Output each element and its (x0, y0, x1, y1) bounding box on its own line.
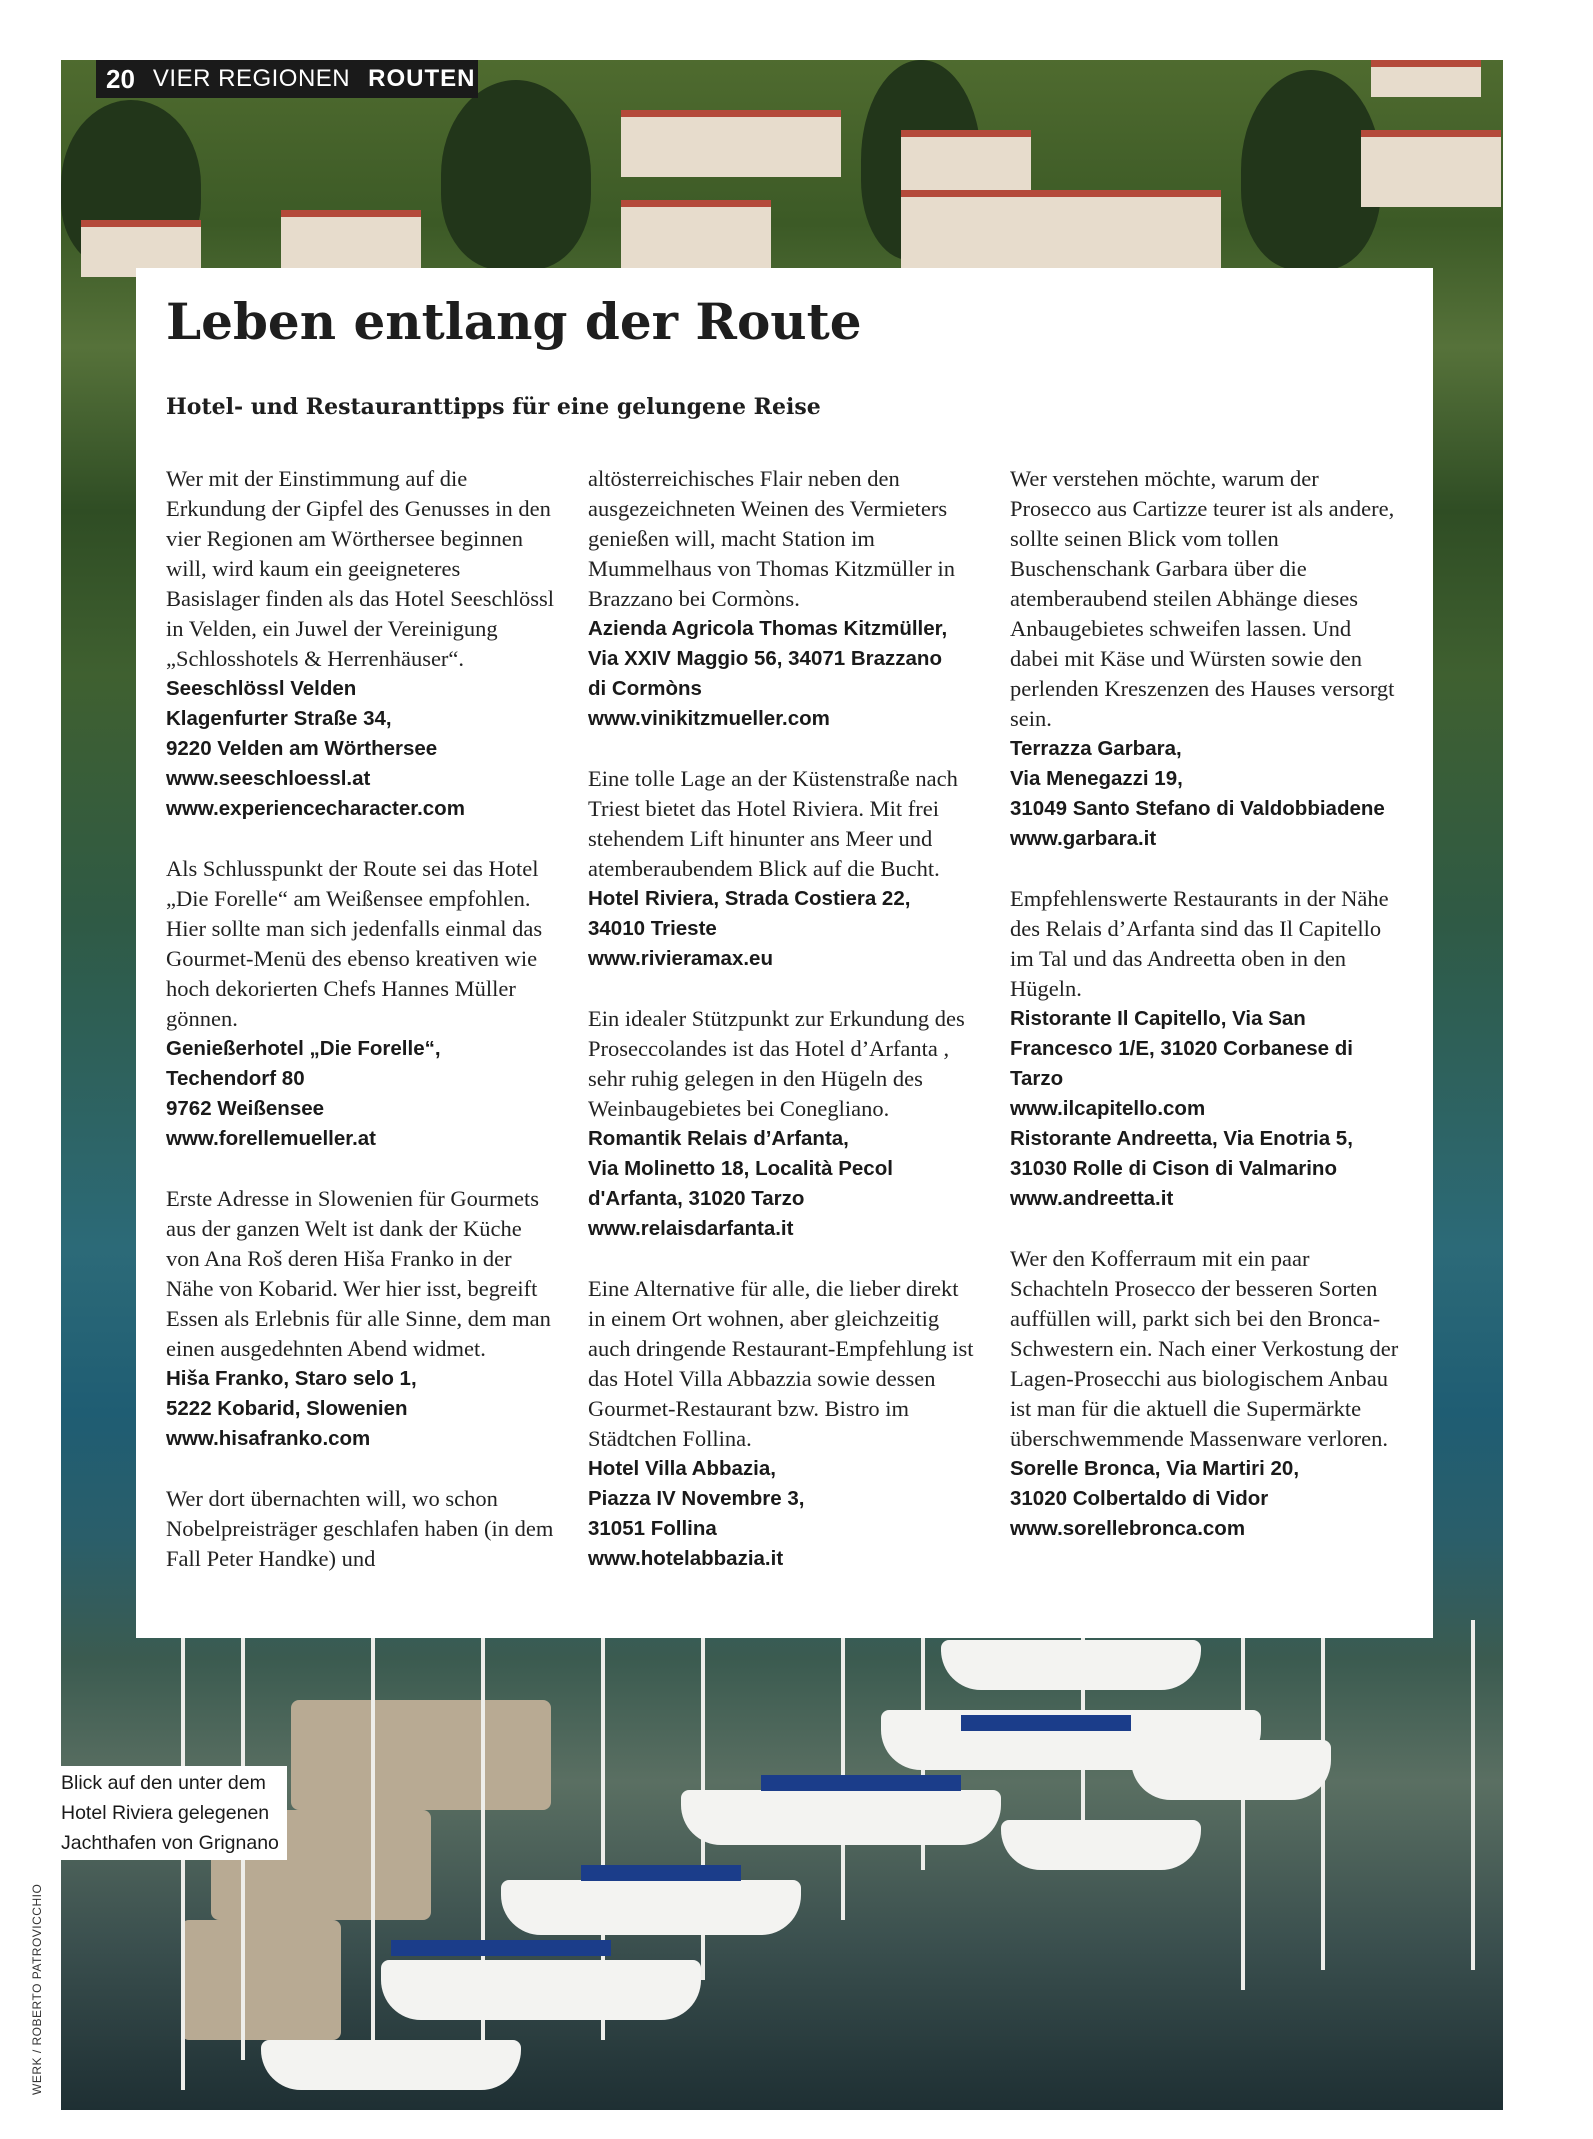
article-subtitle: Hotel- und Restauranttipps für eine gelungene Reise (166, 394, 821, 420)
entry-address-line: Hiša Franko, Staro selo 1, (166, 1367, 417, 1390)
article-title: Leben entlang der Route (166, 292, 862, 351)
entry-address-line: 5222 Kobarid, Slowenien (166, 1397, 408, 1420)
caption-line: Jachthafen von Grignano (61, 1832, 279, 1854)
entry-address-line: Terrazza Garbara, (1010, 737, 1182, 760)
column-1 (166, 464, 558, 1604)
entry-text: Als Schlusspunkt der Route sei das Hotel „Die Forelle“ am Weißensee empfohlen. Hier sollte man sich jedenfalls einmal das Gourmet-Menü des ebenso kreativen wie hoch dekorierten Chefs Hannes Müller gönnen. (166, 856, 543, 1031)
entry-address-line: Ristorante Andreetta, Via Enotria 5, (1010, 1127, 1353, 1150)
entry-seeschloessl (166, 464, 558, 824)
entry-text: Eine tolle Lage an der Küstenstraße nach Triest bietet das Hotel Riviera. Mit frei stehendem Lift hinunter ans Meer und atemberaubendem Blick auf die Bucht. (588, 766, 958, 881)
entry-address-line: 31049 Santo Stefano di Valdobbiadene (1010, 797, 1385, 820)
entry-address-line: Genießerhotel „Die Forelle“, (166, 1037, 441, 1060)
entry-hisa-franko (166, 1184, 558, 1454)
entry-text: Wer den Kofferraum mit ein paar Schachteln Prosecco der besseren Sorten auffüllen will, parkt sich bei den Bronca-Schwestern ein. Nach einer Verkostung der Lagen-Prosecchi aus biologischem Anbau ist man für die aktuell die Supermärkte überschwemmende Massenware verloren. (1010, 1246, 1399, 1451)
caption-line: Hotel Riviera gelegenen (61, 1802, 270, 1824)
entry-address-line: Romantik Relais d’Arfanta, (588, 1127, 849, 1150)
entry-address-line: di Cormòns (588, 677, 702, 700)
column-3 (1010, 464, 1402, 1574)
entry-address-line: Techendorf 80 (166, 1067, 305, 1090)
entry-address-line: Francesco 1/E, 31020 Corbanese di (1010, 1037, 1353, 1060)
entry-text: Empfehlenswerte Restaurants in der Nähe des Relais d’Arfanta sind das Il Capitello im Tal und das Andreetta oben in den Hügeln. (1010, 886, 1389, 1001)
entry-website-link[interactable]: www.seeschloessl.at (166, 767, 371, 790)
entry-relais-darfanta (588, 1004, 980, 1244)
harbor-scene (61, 1620, 1503, 2110)
entry-kitzmueller (588, 464, 980, 734)
section-header (96, 60, 478, 98)
entry-address-line: Tarzo (1010, 1067, 1064, 1090)
photo-caption (55, 1766, 287, 1860)
entry-address-line: Ristorante Il Capitello, Via San (1010, 1007, 1306, 1030)
entry-address-line: Seeschlössl Velden (166, 677, 357, 700)
column-2 (588, 464, 980, 1604)
entry-text: Eine Alternative für alle, die lieber direkt in einem Ort wohnen, aber gleichzeitig auch dringende Restaurant-Empfehlung ist das Hotel Villa Abbazzia sowie dessen Gourmet-Restaurant bzw. Bistro im Städtchen Follina. (588, 1276, 974, 1451)
section-name: VIER REGIONEN (152, 65, 351, 92)
photo-credit: WERK / ROBERTO PATROVICCHIO (30, 1883, 44, 2095)
entry-text: Erste Adresse in Slowenien für Gourmets aus der ganzen Welt ist dank der Küche von Ana Roš deren Hiša Franko in der Nähe von Kobarid. Wer hier isst, begreift Essen als Erlebnis für alle Sinne, dem man einen ausgedehnten Abend widmet. (166, 1186, 551, 1361)
entry-address-line: Via XXIV Maggio 56, 34071 Brazzano (588, 647, 942, 670)
entry-address-line: Hotel Villa Abbazia, (588, 1457, 776, 1480)
entry-address-line: Via Menegazzi 19, (1010, 767, 1183, 790)
entry-website-link[interactable]: www.ilcapitello.com (1010, 1097, 1206, 1120)
entry-villa-abbazia (588, 1274, 980, 1574)
entry-website-link[interactable]: www.forellemueller.at (166, 1127, 377, 1150)
entry-website-link[interactable]: www.rivieramax.eu (588, 947, 773, 970)
entry-address-line: Via Molinetto 18, Località Pecol (588, 1157, 893, 1180)
entry-address-line: Azienda Agricola Thomas Kitzmüller, (588, 617, 948, 640)
entry-website-link[interactable]: www.vinikitzmueller.com (588, 707, 830, 730)
entry-address-line: 31051 Follina (588, 1517, 717, 1540)
entry-website-link[interactable]: www.andreetta.it (1010, 1187, 1174, 1210)
section-tag: ROUTEN (368, 65, 476, 92)
entry-website-link[interactable]: www.hotelabbazia.it (588, 1547, 784, 1570)
entry-address-line: 31020 Colbertaldo di Vidor (1010, 1487, 1269, 1510)
entry-hotel-riviera (588, 764, 980, 974)
entry-website-link[interactable]: www.relaisdarfanta.it (588, 1217, 794, 1240)
entry-text: altösterreichisches Flair neben den ausgezeichneten Weinen des Vermieters genießen will, macht Station im Mummelhaus von Thomas Kitzmüller in Brazzano bei Cormòns. (588, 466, 956, 611)
page-number: 20 (106, 63, 135, 94)
entry-address-line: Piazza IV Novembre 3, (588, 1487, 805, 1510)
article-panel (136, 268, 1433, 1638)
entry-address-line: d'Arfanta, 31020 Tarzo (588, 1187, 805, 1210)
entry-restaurants (1010, 884, 1402, 1214)
entry-text: Wer verstehen möchte, warum der Prosecco aus Cartizze teurer ist als andere, sollte seinen Blick vom tollen Buschenschank Garbara über die atemberaubend steilen Abhänge dieses Anbaugebietes schweifen lassen. Und dabei mit Käse und Würsten sowie den perlenden Kreszenzen des Hauses versorgt sein. (1010, 466, 1395, 731)
entry-text: Ein idealer Stützpunkt zur Erkundung des Proseccolandes ist das Hotel d’Arfanta , sehr ruhig gelegen in den Hügeln des Weinbaugebietes bei Conegliano. (588, 1006, 965, 1121)
entry-continued (166, 1484, 558, 1574)
caption-line: Blick auf den unter dem (61, 1772, 266, 1794)
entry-address-line: Hotel Riviera, Strada Costiera 22, (588, 887, 911, 910)
entry-sorelle-bronca (1010, 1244, 1402, 1544)
entry-address-line: Klagenfurter Straße 34, (166, 707, 392, 730)
entry-website-link[interactable]: www.garbara.it (1010, 827, 1157, 850)
entry-address-line: 31030 Rolle di Cison di Valmarino (1010, 1157, 1337, 1180)
entry-address-line: 9220 Velden am Wörthersee (166, 737, 438, 760)
entry-die-forelle (166, 854, 558, 1154)
entry-text: Wer mit der Einstimmung auf die Erkundung der Gipfel des Genusses in den vier Regionen am Wörthersee beginnen will, wird kaum ein geeigneteres Basislager finden als das Hotel Seeschlössl in Velden, ein Juwel der Vereinigung „Schlosshotels & Herrenhäuser“. (166, 466, 555, 671)
entry-address-line: Sorelle Bronca, Via Martiri 20, (1010, 1457, 1300, 1480)
entry-address-line: 9762 Weißensee (166, 1097, 325, 1120)
entry-website-link[interactable]: www.experiencecharacter.com (166, 797, 465, 820)
entry-website-link[interactable]: www.hisafranko.com (166, 1427, 371, 1450)
entry-garbara (1010, 464, 1402, 854)
entry-text: Wer dort übernachten will, wo schon Nobelpreisträger geschlafen haben (in dem Fall Peter Handke) und (166, 1486, 554, 1571)
entry-website-link[interactable]: www.sorellebronca.com (1010, 1517, 1246, 1540)
entry-address-line: 34010 Trieste (588, 917, 717, 940)
